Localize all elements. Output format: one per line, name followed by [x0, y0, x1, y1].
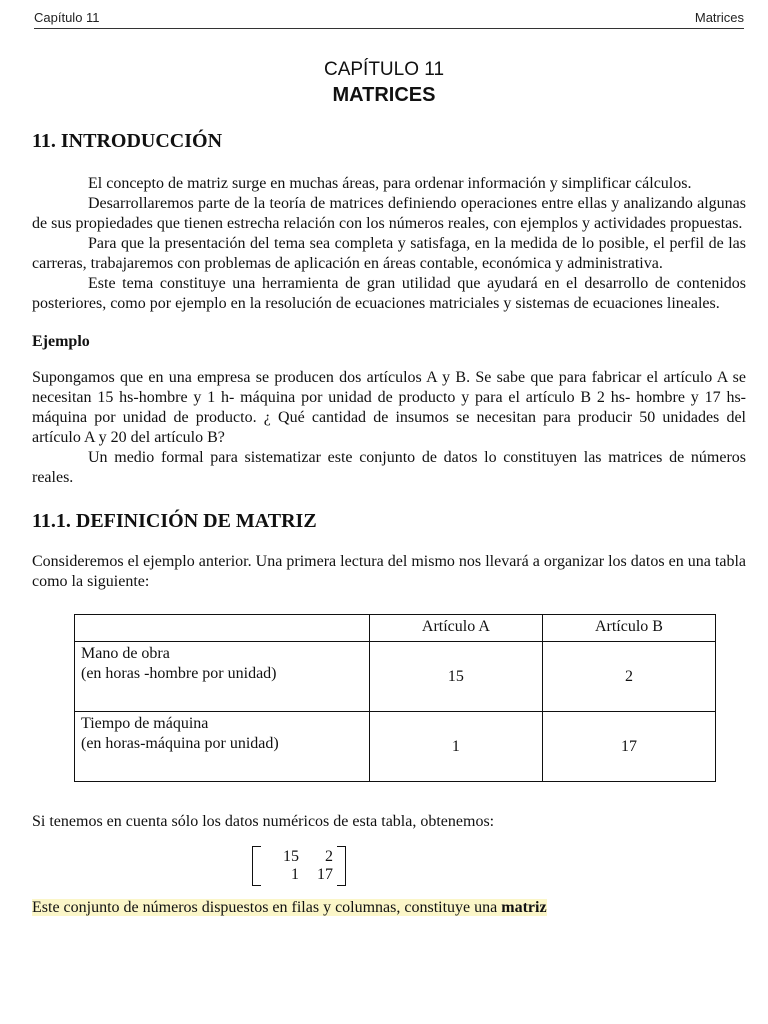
example-paragraph: Un medio formal para sistematizar este conjunto de datos lo constituyen las matrices de números reales. [32, 449, 746, 486]
row-label-unit: (en horas-máquina por unidad) [81, 735, 279, 752]
chapter-name: MATRICES [332, 84, 436, 106]
table-header-cell: Artículo B [542, 615, 715, 642]
conclusion-prefix: Este conjunto de números dispuestos en filas y columnas, constituye una [32, 899, 502, 916]
intro-paragraph: Para que la presentación del tema sea completa y satisfaga, en la medida de lo posible, el perfil de las carreras, trabajaremos con problemas de aplicación en áreas contable, económica y administrativa. [32, 235, 746, 272]
table-row-label [75, 712, 370, 782]
running-header [34, 6, 744, 29]
table-cell: 17 [542, 712, 715, 782]
table-header-cell [75, 615, 370, 642]
left-bracket [252, 846, 261, 886]
example-paragraph: Supongamos que en una empresa se producen dos artículos A y B. Se sabe que para fabricar el artículo A se necesitan 15 hs-hombre y 1 h- máquina por unidad de producto y para el artículo B 2 hs- hombre y 17 hs- máquina por unidad de producto. ¿ Qué cantidad de insumos se necesitan para producir 50 unidades del artículo A y 20 del artículo B? [32, 369, 746, 446]
definition-paragraph: Consideremos el ejemplo anterior. Una primera lectura del mismo nos llevará a organizar los datos en una tabla como la siguiente: [32, 553, 746, 590]
right-bracket [337, 846, 346, 886]
definition-conclusion [32, 898, 746, 918]
header-topic: Matrices [694, 9, 744, 25]
row-label-main: Mano de obra [81, 645, 170, 662]
matrix-entry: 2 [325, 848, 333, 865]
data-table [74, 614, 716, 782]
row-label-unit: (en horas -hombre por unidad) [81, 665, 277, 682]
matrix [252, 846, 346, 886]
intro-paragraph: El concepto de matriz surge en muchas áreas, para ordenar información y simplificar cálculos. [88, 175, 692, 192]
intro-paragraph: Desarrollaremos parte de la teoría de matrices definiendo operaciones entre ellas y analizando algunas de sus propiedades que tienen estrecha relación con los números reales, con ejemplos y actividades propuestas. [32, 195, 746, 232]
table-cell: 15 [369, 642, 542, 712]
definition-heading: 11.1. DEFINICIÓN DE MATRIZ [32, 510, 317, 532]
definition-paragraph: Si tenemos en cuenta sólo los datos numéricos de esta tabla, obtenemos: [32, 813, 495, 830]
row-label-main: Tiempo de máquina [81, 715, 209, 732]
table-header-row [75, 615, 716, 642]
table-row [75, 642, 716, 712]
table-cell: 1 [369, 712, 542, 782]
conclusion-text [32, 899, 547, 916]
intro-paragraph: Este tema constituye una herramienta de gran utilidad que ayudará en el desarrollo de contenidos posteriores, como por ejemplo en la resolución de ecuaciones matriciales y sistemas de ecuaciones lineales. [32, 275, 746, 312]
matrix-entry: 1 [291, 866, 299, 883]
example-heading: Ejemplo [32, 333, 90, 350]
table-row-label [75, 642, 370, 712]
intro-heading: 11. INTRODUCCIÓN [32, 130, 223, 152]
table-header-cell: Artículo A [369, 615, 542, 642]
chapter-label: CAPÍTULO 11 [323, 59, 445, 80]
matrix-entry: 17 [317, 866, 333, 883]
matrix-entry: 15 [283, 848, 299, 865]
conclusion-term: matriz [501, 899, 547, 916]
matrix-grid [261, 846, 337, 886]
table-cell: 2 [542, 642, 715, 712]
table-row [75, 712, 716, 782]
page-content [32, 128, 746, 918]
chapter-title [0, 58, 768, 108]
header-chapter: Capítulo 11 [34, 9, 100, 25]
